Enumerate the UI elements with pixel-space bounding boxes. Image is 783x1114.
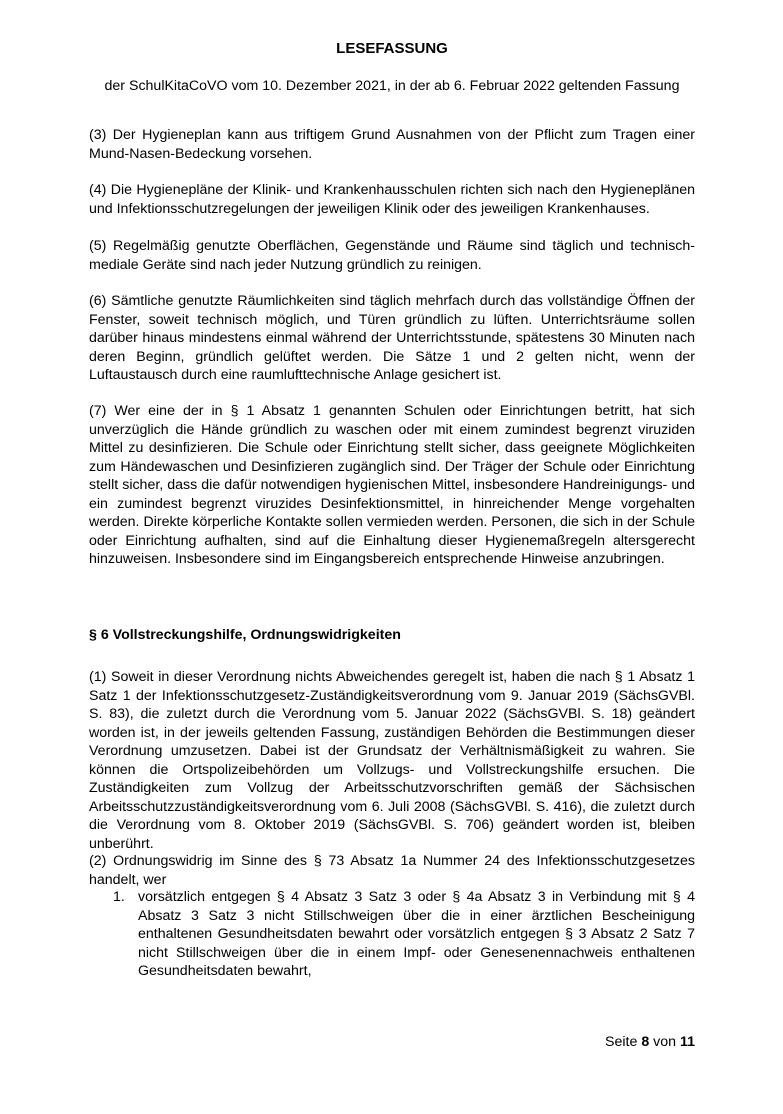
paragraph-6: (6) Sämtliche genutzte Räumlichkeiten sind täglich mehrfach durch das vollständige Öffnen der Fenster, soweit technisch möglich, und Türen gründlich zu lüften. Unterrichtsräume sollen darüber hinaus mindestens einmal während der Unterrichtsstunde, spätestens 30 Minuten nach deren Beginn, gründlich gelüftet werden. Die Sätze 1 und 2 gelten nicht, wenn der Luftaustausch durch eine raumlufttechnische Anlage gesichert ist. [89, 293, 695, 383]
paragraph-7: (7) Wer eine der in § 1 Absatz 1 genannten Schulen oder Einrichtungen betritt, hat sich unverzüglich die Hände gründlich zu waschen oder mit einem zumindest begrenzt viruziden Mittel zu desinfizieren. Die Schule oder Einrichtung stellt sicher, dass geeignete Möglichkeiten zum Händewaschen und Desinfizieren zugänglich sind. Der Träger der Schule oder Einrichtung stellt sicher, dass die dafür notwendigen hygienischen Mittel, insbesondere Handreinigungs- und ein zumindest begrenzt viruzides Desinfektionsmittel, in hinreichender Menge vorgehalten werden. Direkte körperliche Kontakte sollen vermieden werden. Personen, die sich in der Schule oder Einrichtung aufhalten, sind auf die Einhaltung dieser Hygienemaßregeln altersgerecht hinzuweisen. Insbesondere sind im Eingangsbereich entsprechende Hinweise anzubringen. [89, 403, 695, 567]
paragraph-3: (3) Der Hygieneplan kann aus triftigem Grund Ausnahmen von der Pflicht zum Tragen einer Mund-Nasen-Bedeckung vorsehen. [89, 127, 695, 162]
paragraph-4: (4) Die Hygienepläne der Klinik- und Krankenhausschulen richten sich nach den Hygieneplänen und Infektionsschutzregelungen der jeweiligen Klinik oder des jeweiligen Krankenhauses. [89, 182, 695, 217]
page-footer [605, 1033, 695, 1052]
footer-middle: von [653, 1034, 677, 1050]
document-subtitle: der SchulKitaCoVO vom 10. Dezember 2021, in der ab 6. Februar 2022 geltenden Fassung [104, 78, 680, 94]
footer-total-pages: 11 [680, 1034, 695, 1050]
paragraph-5: (5) Regelmäßig genutzte Oberflächen, Gegenstände und Räume sind täglich und technisch-mediale Geräte sind nach jeder Nutzung gründlich zu reinigen. [89, 238, 695, 273]
footer-prefix: Seite [605, 1034, 638, 1050]
section-6-heading: § 6 Vollstreckungshilfe, Ordnungswidrigkeiten [89, 627, 401, 643]
document-title: LESEFASSUNG [336, 40, 448, 57]
section-6-paragraph-2: (2) Ordnungswidrig im Sinne des § 73 Absatz 1a Nummer 24 des Infektionsschutzgesetzes handelt, wer [89, 853, 695, 888]
list-item-text: vorsätzlich entgegen § 4 Absatz 3 Satz 3 oder § 4a Absatz 3 in Verbindung mit § 4 Absatz 3 Satz 3 nicht Stillschweigen über die in einer ärztlichen Bescheinigung enthaltenen Gesundheitsdaten bewahrt oder vorsätzlich entgegen § 3 Absatz 2 Satz 7 nicht Stillschweigen über die in einem Impf- oder Genesenennachweis enthaltenen Gesundheitsdaten bewahrt, [138, 889, 695, 979]
section-6-paragraph-1: (1) Soweit in dieser Verordnung nichts Abweichendes geregelt ist, haben die nach § 1 Absatz 1 Satz 1 der Infektionsschutzgesetz-Zuständigkeitsverordnung vom 9. Januar 2019 (SächsGVBl. S. 83), die zuletzt durch die Verordnung vom 5. Januar 2022 (SächsGVBl. S. 18) geändert worden ist, in der jeweils geltenden Fassung, zuständigen Behörden die Bestimmungen dieser Verordnung umzusetzen. Dabei ist der Grundsatz der Verhältnismäßigkeit zu wahren. Sie können die Ortspolizeibehörden um Vollzugs- und Vollstreckungshilfe ersuchen. Die Zuständigkeiten zum Vollzug der Arbeitsschutzvorschriften gemäß der Sächsischen Arbeitsschutzzuständigkeitsverordnung vom 6. Juli 2008 (SächsGVBl. S. 416), die zuletzt durch die Verordnung vom 8. Oktober 2019 (SächsGVBl. S. 706) geändert worden ist, bleiben unberührt. [89, 669, 695, 852]
footer-page-number: 8 [641, 1034, 650, 1050]
list-item-number: 1. [113, 889, 125, 905]
